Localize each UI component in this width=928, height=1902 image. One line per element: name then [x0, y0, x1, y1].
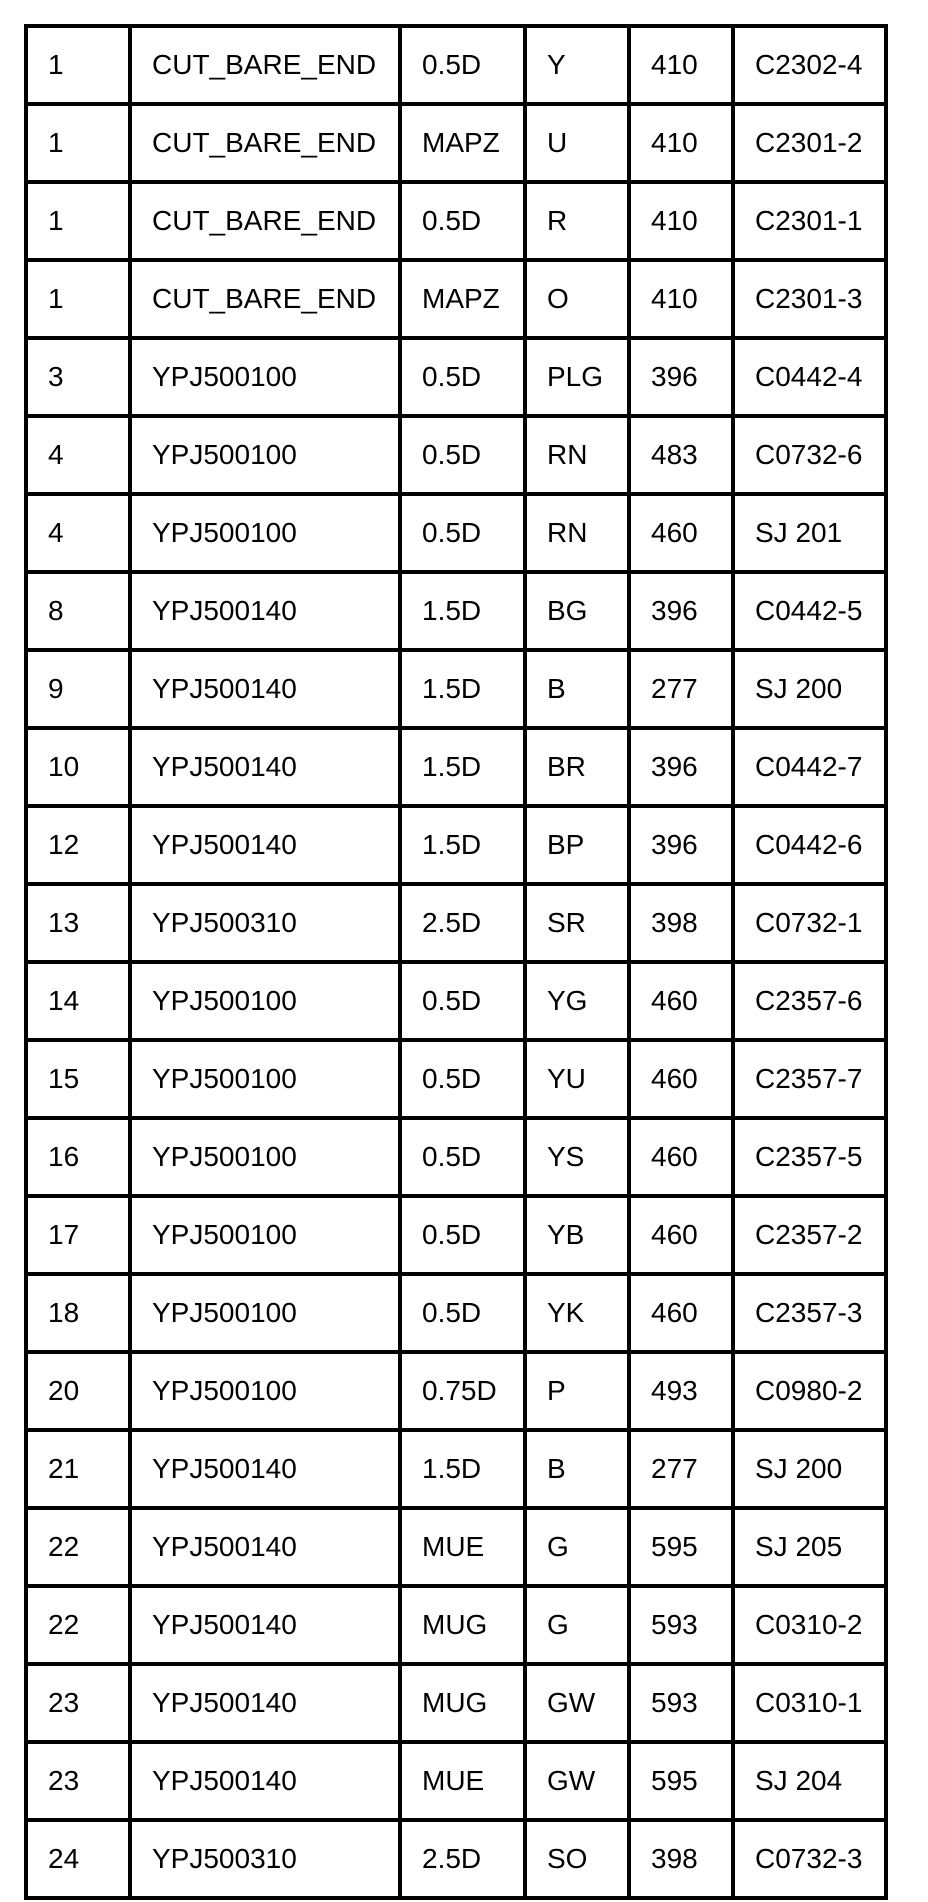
cell-length: 593: [629, 1586, 733, 1664]
cell-index: 10: [26, 728, 130, 806]
cell-connector: C0980-2: [733, 1352, 886, 1430]
cell-part-number: YPJ500100: [130, 1274, 400, 1352]
cell-length: 396: [629, 728, 733, 806]
table-row: [26, 26, 886, 104]
table-row: [26, 104, 886, 182]
cell-size: 2.5D: [400, 884, 525, 962]
table-row: [26, 1508, 886, 1586]
cell-connector: C2357-7: [733, 1040, 886, 1118]
document-table-container: [24, 24, 888, 1900]
cell-color: YU: [525, 1040, 629, 1118]
cell-connector: SJ 205: [733, 1508, 886, 1586]
cell-length: 277: [629, 1430, 733, 1508]
cell-length: 595: [629, 1508, 733, 1586]
cell-part-number: YPJ500100: [130, 416, 400, 494]
cell-color: G: [525, 1508, 629, 1586]
cell-connector: C2357-2: [733, 1196, 886, 1274]
cell-size: 1.5D: [400, 728, 525, 806]
cell-length: 396: [629, 338, 733, 416]
table-row: [26, 1352, 886, 1430]
cell-size: 1.5D: [400, 650, 525, 728]
cell-size: 1.5D: [400, 572, 525, 650]
cell-size: 0.5D: [400, 494, 525, 572]
cell-color: YB: [525, 1196, 629, 1274]
cell-length: 277: [629, 650, 733, 728]
table-body: [26, 26, 886, 1898]
table-row: [26, 728, 886, 806]
cell-length: 410: [629, 26, 733, 104]
cell-size: MUE: [400, 1742, 525, 1820]
table-row: [26, 806, 886, 884]
cell-size: 1.5D: [400, 1430, 525, 1508]
cell-length: 460: [629, 1040, 733, 1118]
cell-connector: C0732-3: [733, 1820, 886, 1898]
cell-color: O: [525, 260, 629, 338]
cell-index: 17: [26, 1196, 130, 1274]
cell-part-number: CUT_BARE_END: [130, 260, 400, 338]
cell-connector: C0442-4: [733, 338, 886, 416]
cell-length: 460: [629, 962, 733, 1040]
cell-connector: SJ 204: [733, 1742, 886, 1820]
cell-length: 410: [629, 260, 733, 338]
cell-index: 16: [26, 1118, 130, 1196]
cell-size: 2.5D: [400, 1820, 525, 1898]
table-row: [26, 1664, 886, 1742]
cell-color: YK: [525, 1274, 629, 1352]
cell-index: 22: [26, 1508, 130, 1586]
cell-connector: C2301-3: [733, 260, 886, 338]
cell-part-number: YPJ500140: [130, 650, 400, 728]
cell-connector: C2357-6: [733, 962, 886, 1040]
cell-size: MUE: [400, 1508, 525, 1586]
cell-size: 0.5D: [400, 1118, 525, 1196]
cell-part-number: YPJ500100: [130, 1040, 400, 1118]
cell-part-number: YPJ500100: [130, 1118, 400, 1196]
table-row: [26, 416, 886, 494]
cell-length: 460: [629, 1118, 733, 1196]
cell-color: SR: [525, 884, 629, 962]
cell-color: B: [525, 1430, 629, 1508]
cell-connector: C0442-7: [733, 728, 886, 806]
cell-color: R: [525, 182, 629, 260]
cell-index: 1: [26, 260, 130, 338]
cell-connector: C0310-2: [733, 1586, 886, 1664]
cell-length: 460: [629, 1274, 733, 1352]
cell-connector: SJ 200: [733, 1430, 886, 1508]
cell-size: 0.5D: [400, 1040, 525, 1118]
cell-color: BR: [525, 728, 629, 806]
table-row: [26, 1742, 886, 1820]
cell-part-number: YPJ500100: [130, 1352, 400, 1430]
cell-connector: C2357-5: [733, 1118, 886, 1196]
cell-index: 9: [26, 650, 130, 728]
cell-part-number: CUT_BARE_END: [130, 182, 400, 260]
cell-length: 396: [629, 572, 733, 650]
cell-index: 21: [26, 1430, 130, 1508]
cell-part-number: YPJ500140: [130, 572, 400, 650]
cell-connector: SJ 200: [733, 650, 886, 728]
cell-part-number: YPJ500100: [130, 962, 400, 1040]
table-row: [26, 338, 886, 416]
cell-color: RN: [525, 494, 629, 572]
table-row: [26, 1586, 886, 1664]
cell-connector: C2301-1: [733, 182, 886, 260]
cell-size: 1.5D: [400, 806, 525, 884]
cell-part-number: YPJ500140: [130, 806, 400, 884]
cell-index: 1: [26, 104, 130, 182]
cell-index: 14: [26, 962, 130, 1040]
cell-part-number: YPJ500100: [130, 1196, 400, 1274]
cell-size: MAPZ: [400, 260, 525, 338]
cell-index: 24: [26, 1820, 130, 1898]
cell-length: 398: [629, 884, 733, 962]
cell-part-number: YPJ500140: [130, 1430, 400, 1508]
cell-connector: C0310-1: [733, 1664, 886, 1742]
cell-part-number: YPJ500310: [130, 884, 400, 962]
cell-part-number: YPJ500310: [130, 1820, 400, 1898]
cell-part-number: YPJ500140: [130, 1742, 400, 1820]
cell-size: 0.5D: [400, 1274, 525, 1352]
cell-index: 20: [26, 1352, 130, 1430]
cell-color: GW: [525, 1664, 629, 1742]
cell-index: 15: [26, 1040, 130, 1118]
cell-part-number: YPJ500140: [130, 728, 400, 806]
cell-connector: SJ 201: [733, 494, 886, 572]
cell-connector: C2302-4: [733, 26, 886, 104]
cell-color: RN: [525, 416, 629, 494]
cell-color: GW: [525, 1742, 629, 1820]
table-row: [26, 182, 886, 260]
cell-color: BP: [525, 806, 629, 884]
cell-color: G: [525, 1586, 629, 1664]
cell-color: PLG: [525, 338, 629, 416]
cell-part-number: CUT_BARE_END: [130, 26, 400, 104]
table-row: [26, 1040, 886, 1118]
cell-part-number: YPJ500100: [130, 338, 400, 416]
table-row: [26, 572, 886, 650]
cell-part-number: YPJ500140: [130, 1664, 400, 1742]
table-row: [26, 884, 886, 962]
cell-length: 396: [629, 806, 733, 884]
cell-index: 3: [26, 338, 130, 416]
cell-connector: C0442-5: [733, 572, 886, 650]
cell-color: YG: [525, 962, 629, 1040]
cell-index: 13: [26, 884, 130, 962]
cell-index: 1: [26, 182, 130, 260]
table-row: [26, 1274, 886, 1352]
cell-size: 0.5D: [400, 416, 525, 494]
table-row: [26, 1820, 886, 1898]
cell-length: 483: [629, 416, 733, 494]
cell-color: BG: [525, 572, 629, 650]
cell-index: 23: [26, 1664, 130, 1742]
cell-connector: C0732-6: [733, 416, 886, 494]
cell-size: 0.5D: [400, 26, 525, 104]
document-table: [24, 24, 888, 1900]
cell-connector: C2357-3: [733, 1274, 886, 1352]
cell-index: 4: [26, 494, 130, 572]
cell-color: Y: [525, 26, 629, 104]
cell-color: YS: [525, 1118, 629, 1196]
cell-color: P: [525, 1352, 629, 1430]
cell-size: MUG: [400, 1664, 525, 1742]
cell-length: 460: [629, 494, 733, 572]
cell-size: 0.5D: [400, 1196, 525, 1274]
cell-length: 593: [629, 1664, 733, 1742]
cell-size: 0.75D: [400, 1352, 525, 1430]
cell-color: B: [525, 650, 629, 728]
cell-color: SO: [525, 1820, 629, 1898]
table-row: [26, 1118, 886, 1196]
cell-connector: C2301-2: [733, 104, 886, 182]
cell-part-number: CUT_BARE_END: [130, 104, 400, 182]
table-row: [26, 1430, 886, 1508]
table-row: [26, 494, 886, 572]
cell-connector: C0442-6: [733, 806, 886, 884]
cell-size: MUG: [400, 1586, 525, 1664]
cell-part-number: YPJ500140: [130, 1508, 400, 1586]
cell-size: MAPZ: [400, 104, 525, 182]
cell-length: 410: [629, 104, 733, 182]
cell-size: 0.5D: [400, 962, 525, 1040]
cell-index: 1: [26, 26, 130, 104]
cell-part-number: YPJ500100: [130, 494, 400, 572]
cell-index: 8: [26, 572, 130, 650]
cell-index: 4: [26, 416, 130, 494]
table-row: [26, 650, 886, 728]
table-row: [26, 260, 886, 338]
cell-index: 23: [26, 1742, 130, 1820]
cell-length: 460: [629, 1196, 733, 1274]
cell-length: 493: [629, 1352, 733, 1430]
cell-connector: C0732-1: [733, 884, 886, 962]
cell-size: 0.5D: [400, 338, 525, 416]
table-row: [26, 1196, 886, 1274]
cell-index: 22: [26, 1586, 130, 1664]
cell-part-number: YPJ500140: [130, 1586, 400, 1664]
table-row: [26, 962, 886, 1040]
cell-length: 410: [629, 182, 733, 260]
cell-color: U: [525, 104, 629, 182]
cell-length: 595: [629, 1742, 733, 1820]
cell-index: 18: [26, 1274, 130, 1352]
cell-size: 0.5D: [400, 182, 525, 260]
cell-length: 398: [629, 1820, 733, 1898]
cell-index: 12: [26, 806, 130, 884]
